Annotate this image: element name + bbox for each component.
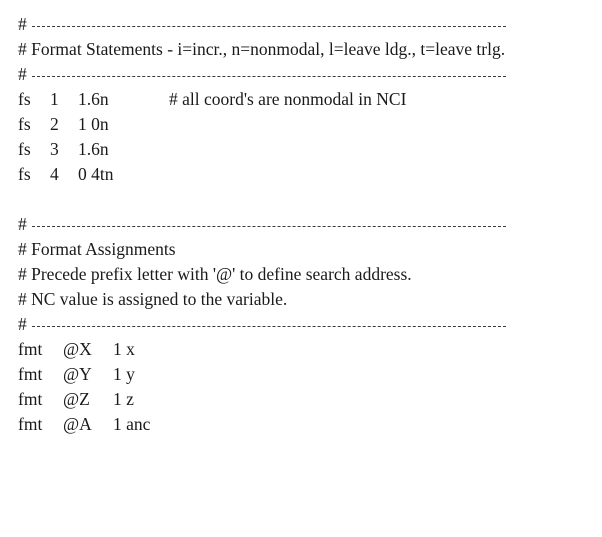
fs-keyword: fs bbox=[18, 164, 31, 184]
fs-keyword: fs bbox=[18, 89, 31, 109]
format-statement bbox=[18, 137, 598, 162]
dashed-divider bbox=[32, 226, 506, 227]
document bbox=[18, 12, 598, 437]
dashed-divider bbox=[32, 326, 506, 327]
format-assignment bbox=[18, 337, 598, 362]
spacer bbox=[18, 187, 598, 212]
fmt-address: @Z bbox=[63, 389, 90, 409]
comment-line: # Format Assignments bbox=[18, 239, 176, 259]
fmt-keyword: fmt bbox=[18, 364, 43, 384]
fmt-keyword: fmt bbox=[18, 339, 43, 359]
comment-line: # Precede prefix letter with '@' to define search address. bbox=[18, 264, 412, 284]
fmt-value: 1 z bbox=[113, 389, 134, 409]
fmt-value: 1 y bbox=[113, 364, 135, 384]
comment-hash: # bbox=[18, 64, 27, 84]
format-statement bbox=[18, 112, 598, 137]
fmt-keyword: fmt bbox=[18, 389, 43, 409]
format-statement bbox=[18, 162, 598, 187]
fs-number: 2 bbox=[50, 114, 59, 134]
fs-number: 1 bbox=[50, 89, 59, 109]
fs-format: 1 0n bbox=[78, 114, 109, 134]
format-statement bbox=[18, 87, 598, 112]
fs-format: 1.6n bbox=[78, 89, 109, 109]
fs-number: 3 bbox=[50, 139, 59, 159]
dashed-divider bbox=[32, 76, 506, 77]
dashed-divider bbox=[32, 26, 506, 27]
fs-number: 4 bbox=[50, 164, 59, 184]
fmt-address: @X bbox=[63, 339, 92, 359]
fmt-value: 1 anc bbox=[113, 414, 151, 434]
comment-hash: # bbox=[18, 214, 27, 234]
fmt-address: @Y bbox=[63, 364, 92, 384]
comment-hash: # bbox=[18, 314, 27, 334]
fs-format: 0 4tn bbox=[78, 164, 114, 184]
section-title: # Format Statements - i=incr., n=nonmodal, l=leave ldg., t=leave trlg. bbox=[18, 39, 506, 59]
format-assignment bbox=[18, 412, 598, 437]
comment-rule bbox=[18, 12, 598, 37]
fmt-keyword: fmt bbox=[18, 414, 43, 434]
format-assignment bbox=[18, 362, 598, 387]
comment-hash: # bbox=[18, 14, 27, 34]
fs-format: 1.6n bbox=[78, 139, 109, 159]
fs-comment: # all coord's are nonmodal in NCI bbox=[169, 89, 407, 109]
comment-rule bbox=[18, 212, 598, 237]
comment-line: # NC value is assigned to the variable. bbox=[18, 289, 288, 309]
format-assignment bbox=[18, 387, 598, 412]
comment-rule bbox=[18, 312, 598, 337]
fs-keyword: fs bbox=[18, 114, 31, 134]
comment-rule bbox=[18, 62, 598, 87]
fmt-value: 1 x bbox=[113, 339, 135, 359]
fs-keyword: fs bbox=[18, 139, 31, 159]
fmt-address: @A bbox=[63, 414, 92, 434]
